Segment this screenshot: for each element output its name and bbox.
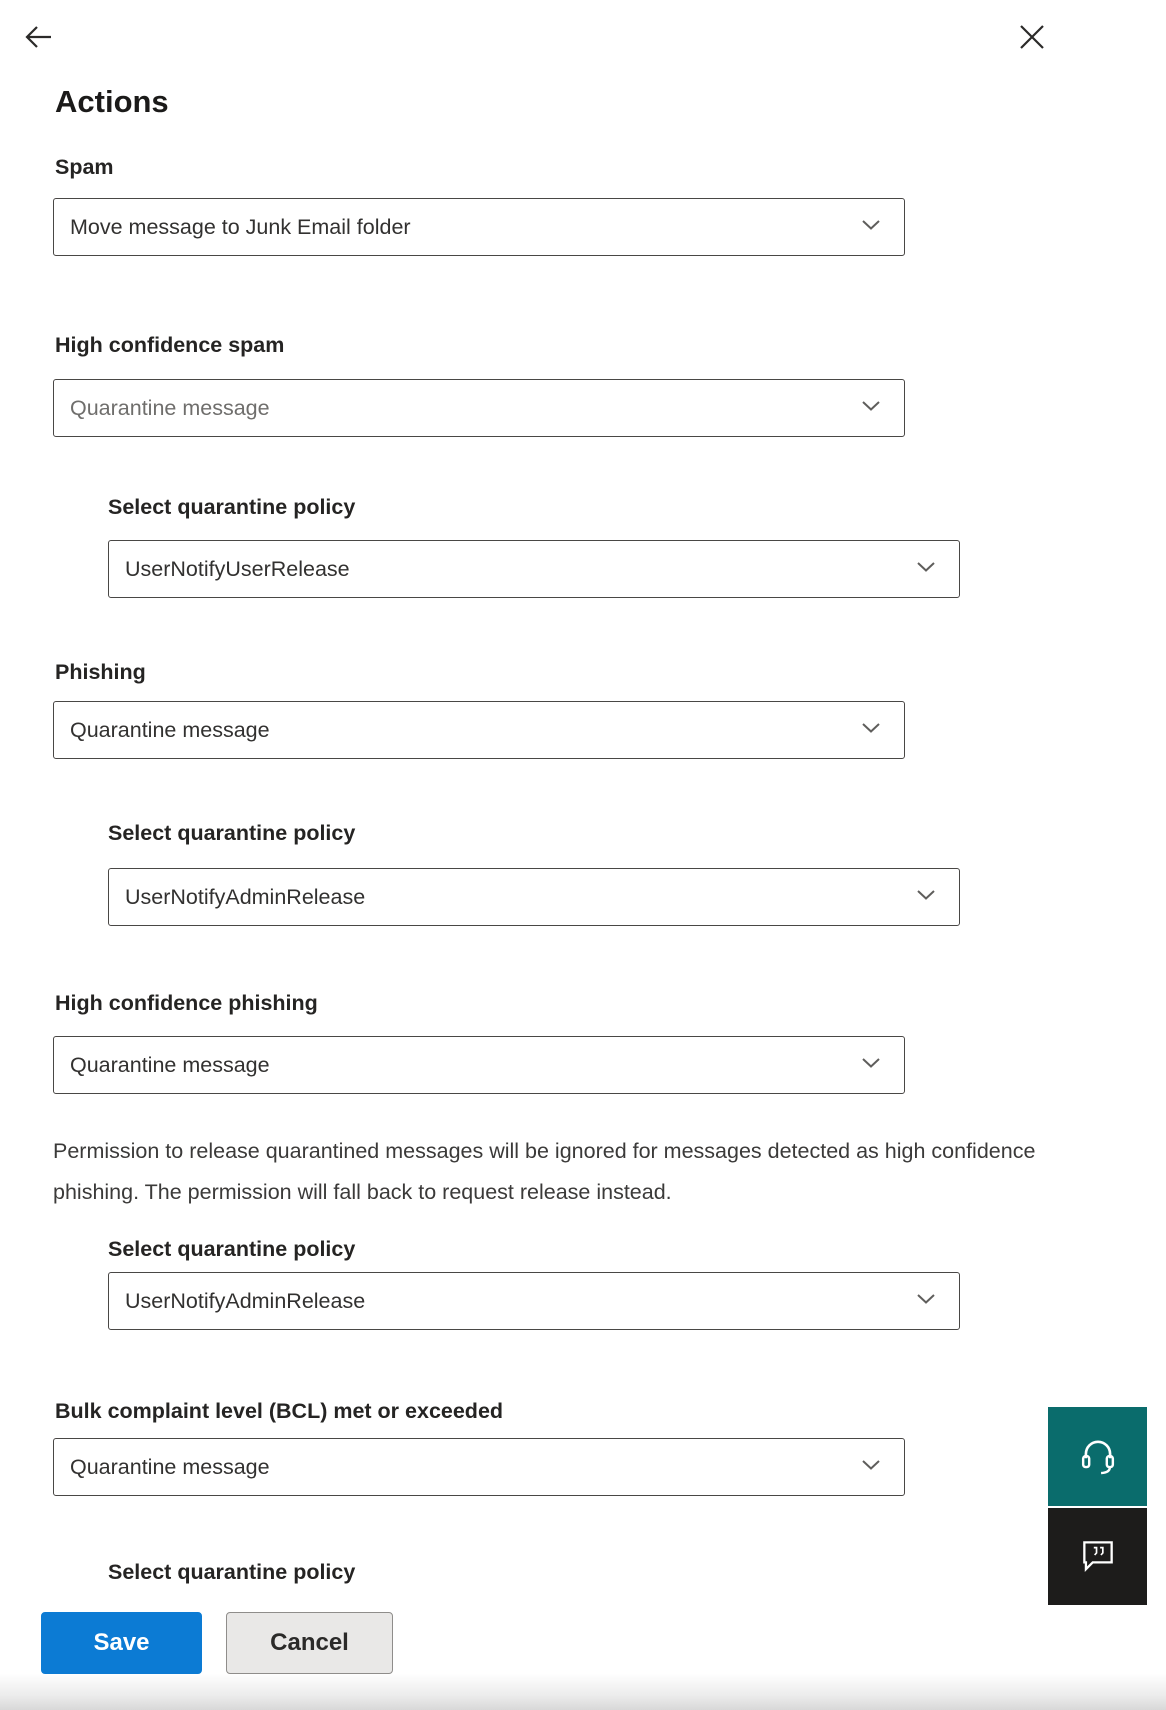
- cancel-button[interactable]: Cancel: [226, 1612, 393, 1674]
- high-confidence-phishing-note: Permission to release quarantined messages will be ignored for messages detected as high confidence phishing. The permission will fall back to request release instead.: [53, 1139, 1036, 1204]
- hcs-quarantine-policy-value: UserNotifyUserRelease: [125, 556, 350, 581]
- chevron-down-icon[interactable]: [858, 212, 884, 243]
- chevron-down-icon[interactable]: [858, 715, 884, 746]
- headset-icon: [1076, 1433, 1120, 1480]
- chevron-down-icon[interactable]: [858, 1050, 884, 1081]
- close-button[interactable]: [1012, 18, 1052, 58]
- field-label-bcl: Bulk complaint level (BCL) met or exceeded: [55, 1399, 504, 1423]
- feedback-button[interactable]: [1048, 1508, 1147, 1605]
- hcp-quarantine-policy-value: UserNotifyAdminRelease: [125, 1288, 366, 1313]
- field-label-high-confidence-spam: High confidence spam: [55, 333, 285, 357]
- bcl-dropdown[interactable]: [53, 1438, 905, 1496]
- chevron-down-icon[interactable]: [858, 1452, 884, 1483]
- phishing-dropdown-value: Quarantine message: [70, 717, 270, 742]
- chevron-down-icon[interactable]: [913, 554, 939, 585]
- high-confidence-spam-dropdown-value: Quarantine message: [70, 395, 270, 420]
- field-label-bcl-quarantine-policy-truncated: Select quarantine policy: [108, 1560, 356, 1584]
- spam-dropdown[interactable]: [53, 198, 905, 256]
- field-label-phishing-quarantine-policy: Select quarantine policy: [108, 821, 356, 845]
- field-label-hcs-quarantine-policy: Select quarantine policy: [108, 495, 356, 519]
- close-icon: [1016, 21, 1048, 56]
- help-button[interactable]: [1048, 1407, 1147, 1506]
- back-button[interactable]: [18, 18, 58, 58]
- field-label-phishing: Phishing: [55, 660, 146, 684]
- spam-dropdown-value: Move message to Junk Email folder: [70, 214, 411, 239]
- footer-bar: [0, 1588, 1166, 1710]
- field-label-spam: Spam: [55, 155, 114, 179]
- field-label-hcp-quarantine-policy: Select quarantine policy: [108, 1237, 356, 1261]
- chat-bubble-icon: [1077, 1534, 1119, 1579]
- hcs-quarantine-policy-dropdown[interactable]: [108, 540, 960, 598]
- chevron-down-icon[interactable]: [913, 1286, 939, 1317]
- hcp-quarantine-policy-dropdown[interactable]: [108, 1272, 960, 1330]
- bcl-dropdown-value: Quarantine message: [70, 1454, 270, 1479]
- save-button[interactable]: Save: [41, 1612, 202, 1674]
- high-confidence-spam-dropdown[interactable]: [53, 379, 905, 437]
- phishing-dropdown[interactable]: [53, 701, 905, 759]
- field-label-high-confidence-phishing: High confidence phishing: [55, 991, 318, 1015]
- high-confidence-phishing-dropdown[interactable]: [53, 1036, 905, 1094]
- chevron-down-icon[interactable]: [913, 882, 939, 913]
- phishing-quarantine-policy-dropdown[interactable]: [108, 868, 960, 926]
- back-arrow-icon: [20, 19, 56, 58]
- page-title: Actions: [55, 84, 169, 119]
- high-confidence-phishing-dropdown-value: Quarantine message: [70, 1052, 270, 1077]
- chevron-down-icon[interactable]: [858, 393, 884, 424]
- phishing-quarantine-policy-value: UserNotifyAdminRelease: [125, 884, 366, 909]
